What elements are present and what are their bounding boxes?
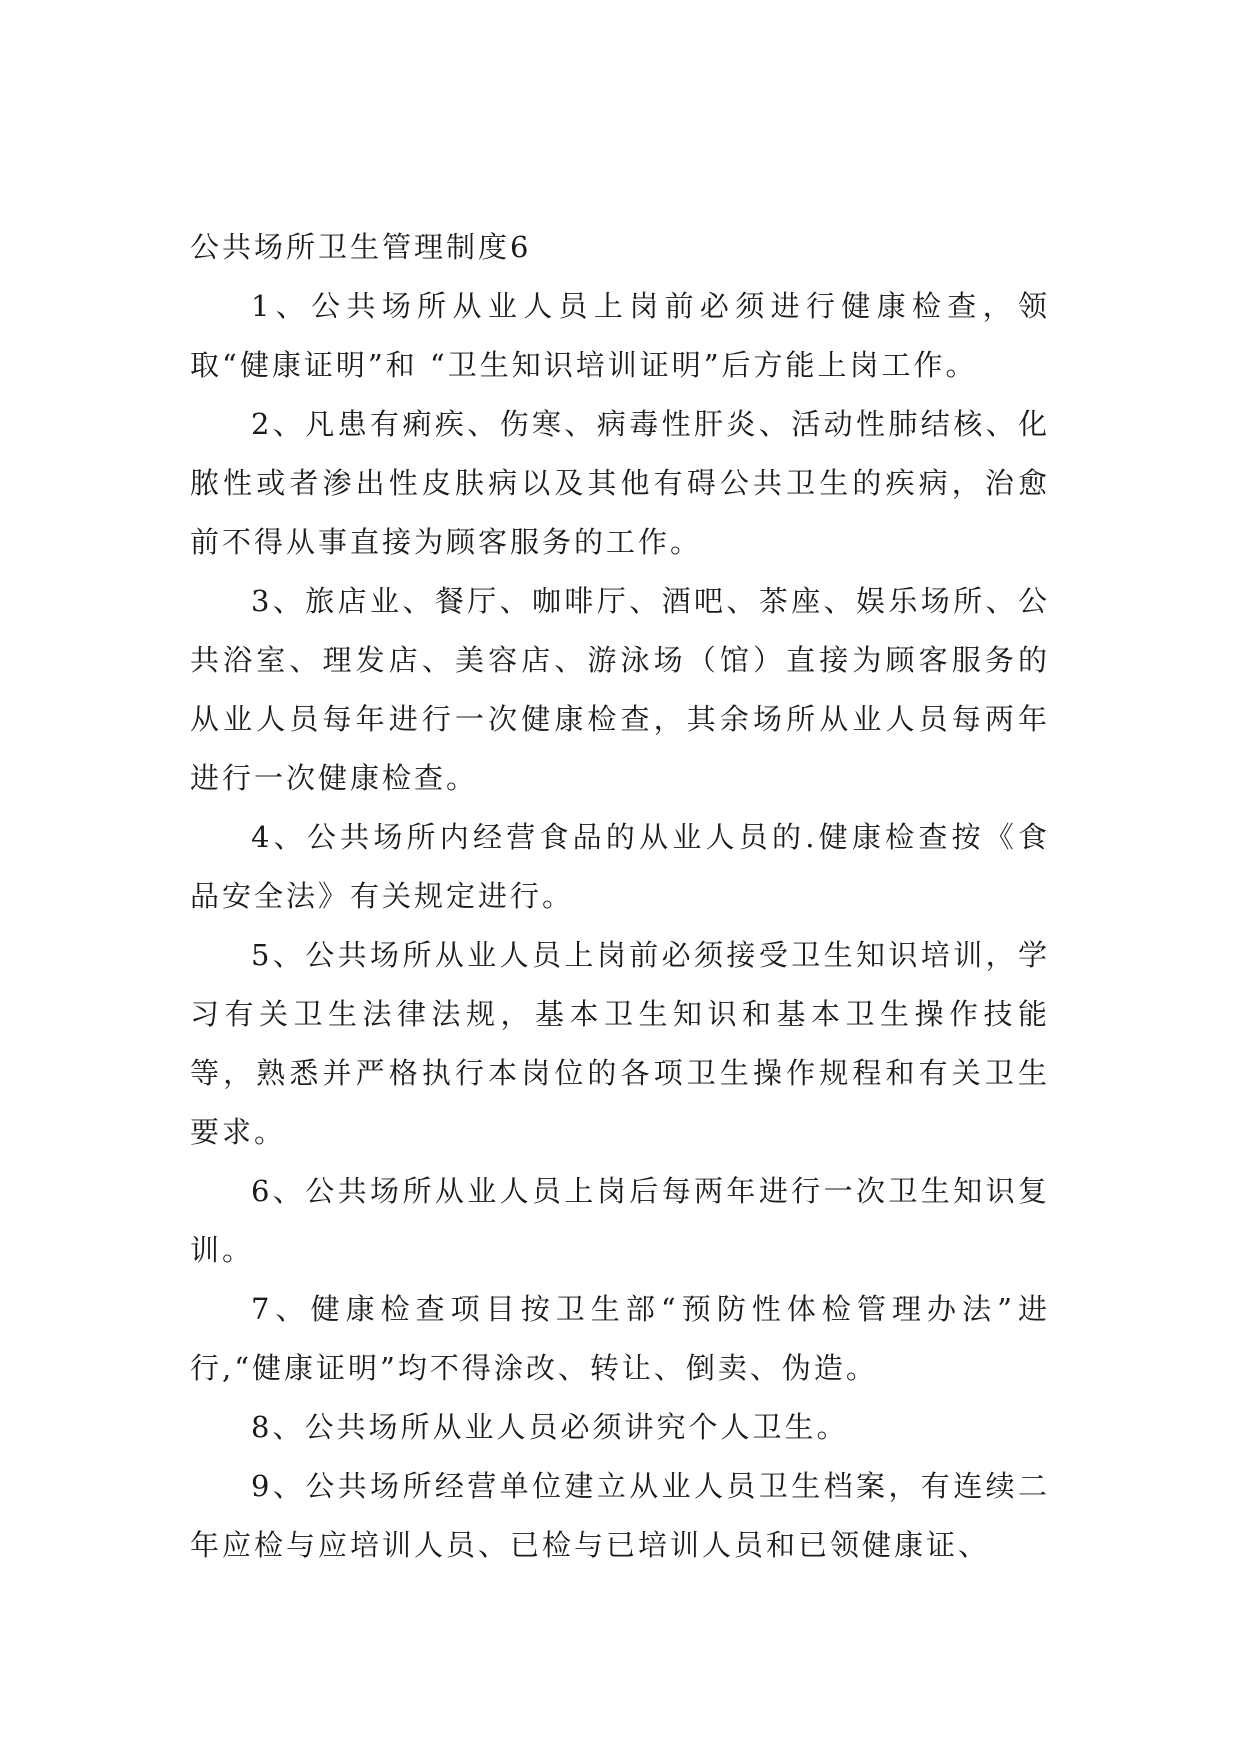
document-title: 公共场所卫生管理制度6: [190, 230, 532, 264]
paragraph-6: 6、公共场所从业人员上岗后每两年进行一次卫生知识复训。: [190, 1174, 1050, 1267]
paragraph-4: 4、公共场所内经营食品的从业人员的.健康检查按《食品安全法》有关规定进行。: [190, 820, 1050, 913]
document-body: [190, 218, 1050, 1575]
paragraph-1: 1、公共场所从业人员上岗前必须进行健康检查，领取“健康证明”和 “卫生知识培训证明”后方能上岗工作。: [190, 289, 1050, 382]
paragraph-7: 7、健康检查项目按卫生部“预防性体检管理办法”进行,“健康证明”均不得涂改、转让、倒卖、伪造。: [190, 1292, 1050, 1385]
paragraph-9: 9、公共场所经营单位建立从业人员卫生档案，有连续二年应检与应培训人员、已检与已培训人员和已领健康证、: [190, 1469, 1050, 1562]
paragraph-5: 5、公共场所从业人员上岗前必须接受卫生知识培训，学习有关卫生法律法规，基本卫生知识和基本卫生操作技能等，熟悉并严格执行本岗位的各项卫生操作规程和有关卫生要求。: [190, 938, 1050, 1149]
paragraph-2: 2、凡患有痢疾、伤寒、病毒性肝炎、活动性肺结核、化脓性或者渗出性皮肤病以及其他有碍公共卫生的疾病，治愈前不得从事直接为顾客服务的工作。: [190, 407, 1050, 559]
paragraph-3: 3、旅店业、餐厅、咖啡厅、酒吧、茶座、娱乐场所、公共浴室、理发店、美容店、游泳场（馆）直接为顾客服务的从业人员每年进行一次健康检查，其余场所从业人员每两年进行一次健康检查。: [190, 584, 1050, 795]
paragraph-8: 8、公共场所从业人员必须讲究个人卫生。: [251, 1410, 849, 1444]
